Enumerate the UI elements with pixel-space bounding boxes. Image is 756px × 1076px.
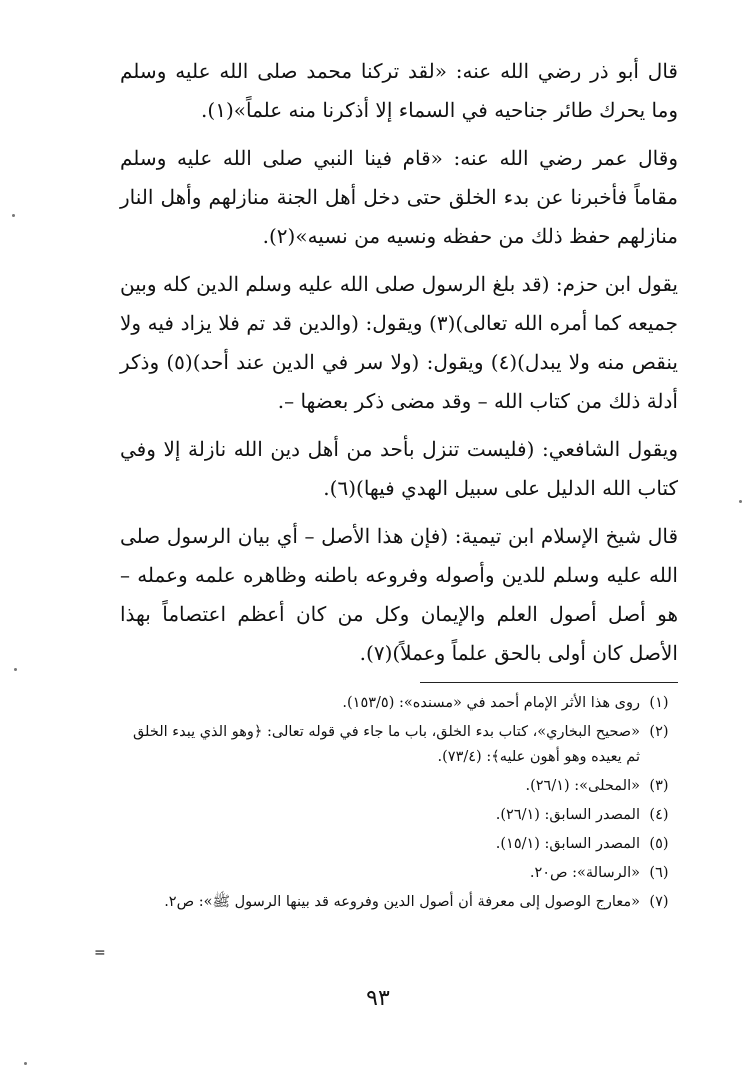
footnote-item [120,720,678,770]
footnote-number: (٣) [649,778,669,794]
paragraph-umar: وقال عمر رضي الله عنه: «قام فينا النبي صلى الله عليه وسلم مقاماً فأخبرنا عن بدء الخلق حتى دخل أهل الجنة منازلهم وأهل النار منازلهم حفظ ذلك من حفظه ونسيه من نسيه»(٢). [120,146,678,248]
paragraph-shafii: ويقول الشافعي: (فليست تنزل بأحد من أهل دين الله نازلة إلا وفي كتاب الله الدليل على سبيل الهدي فيها)(٦). [120,437,678,500]
footnote-separator [420,682,678,683]
footnote-item [120,861,678,886]
scan-speck [14,668,17,671]
paragraph-ibn-taymiyyah: قال شيخ الإسلام ابن تيمية: (فإن هذا الأصل – أي بيان الرسول صلى الله عليه وسلم للدين وأصوله وفروعه باطنه وظاهره علمه وعمله – هو أصل أصول العلم والإيمان وكل من كان أعظم اعتصاماً بهذا الأصل كان أولى بالحق علماً وعملاً)(٧). [120,524,678,665]
footnote-text: «صحيح البخاري»، كتاب بدء الخلق، باب ما جاء في قوله تعالى: ﴿وهو الذي يبدء الخلق ثم يعيده وهو أهون عليه﴾: (٧٣/٤). [132,724,640,765]
footnote-number: (٥) [649,836,669,852]
paragraph-abu-dharr: قال أبو ذر رضي الله عنه: «لقد تركنا محمد صلى الله عليه وسلم وما يحرك طائر جناحيه في السماء إلا أذكرنا منه علماً»(١). [120,59,678,122]
footnote-text: روى هذا الأثر الإمام أحمد في «مسنده»: (١٥٣/٥). [342,695,640,711]
footnote-item [120,803,678,828]
footnotes [120,691,678,915]
footnote-number: (٧) [649,894,669,910]
footnote-text: المصدر السابق: (٢٦/١). [495,807,640,823]
footnote-text: «معارج الوصول إلى معرفة أن أصول الدين وفروعه قد بينها الرسول ﷺ»: ص٢. [164,894,640,910]
page-body [120,52,678,919]
footnote-number: (١) [649,695,669,711]
footnote-number: (٦) [649,865,669,881]
continuation-mark: = [94,945,106,961]
footnote-item [120,832,678,857]
footnote-text: «الرسالة»: ص٢٠. [529,865,640,881]
scan-speck [12,214,15,217]
footnote-item [120,691,678,716]
scan-speck [739,500,742,503]
footnote-text: «المحلى»: (٢٦/١). [525,778,640,794]
footnote-text: المصدر السابق: (١٥/١). [495,836,640,852]
footnote-number: (٢) [649,724,669,740]
page-number: ٩٣ [366,986,390,1011]
paragraph-ibn-hazm: يقول ابن حزم: (قد بلغ الرسول صلى الله عليه وسلم الدين كله وبين جميعه كما أمره الله تعالى)(٣) ويقول: (والدين قد تم فلا يزاد فيه ولا ينقص منه ولا يبدل)(٤) ويقول: (ولا سر في الدين عند أحد)(٥) وذكر أدلة ذلك من كتاب الله – وقد مضى ذكر بعضها –. [120,272,678,413]
scan-speck [24,1062,27,1065]
footnote-item [120,774,678,799]
footnote-number: (٤) [649,807,669,823]
footnote-item [120,890,678,915]
